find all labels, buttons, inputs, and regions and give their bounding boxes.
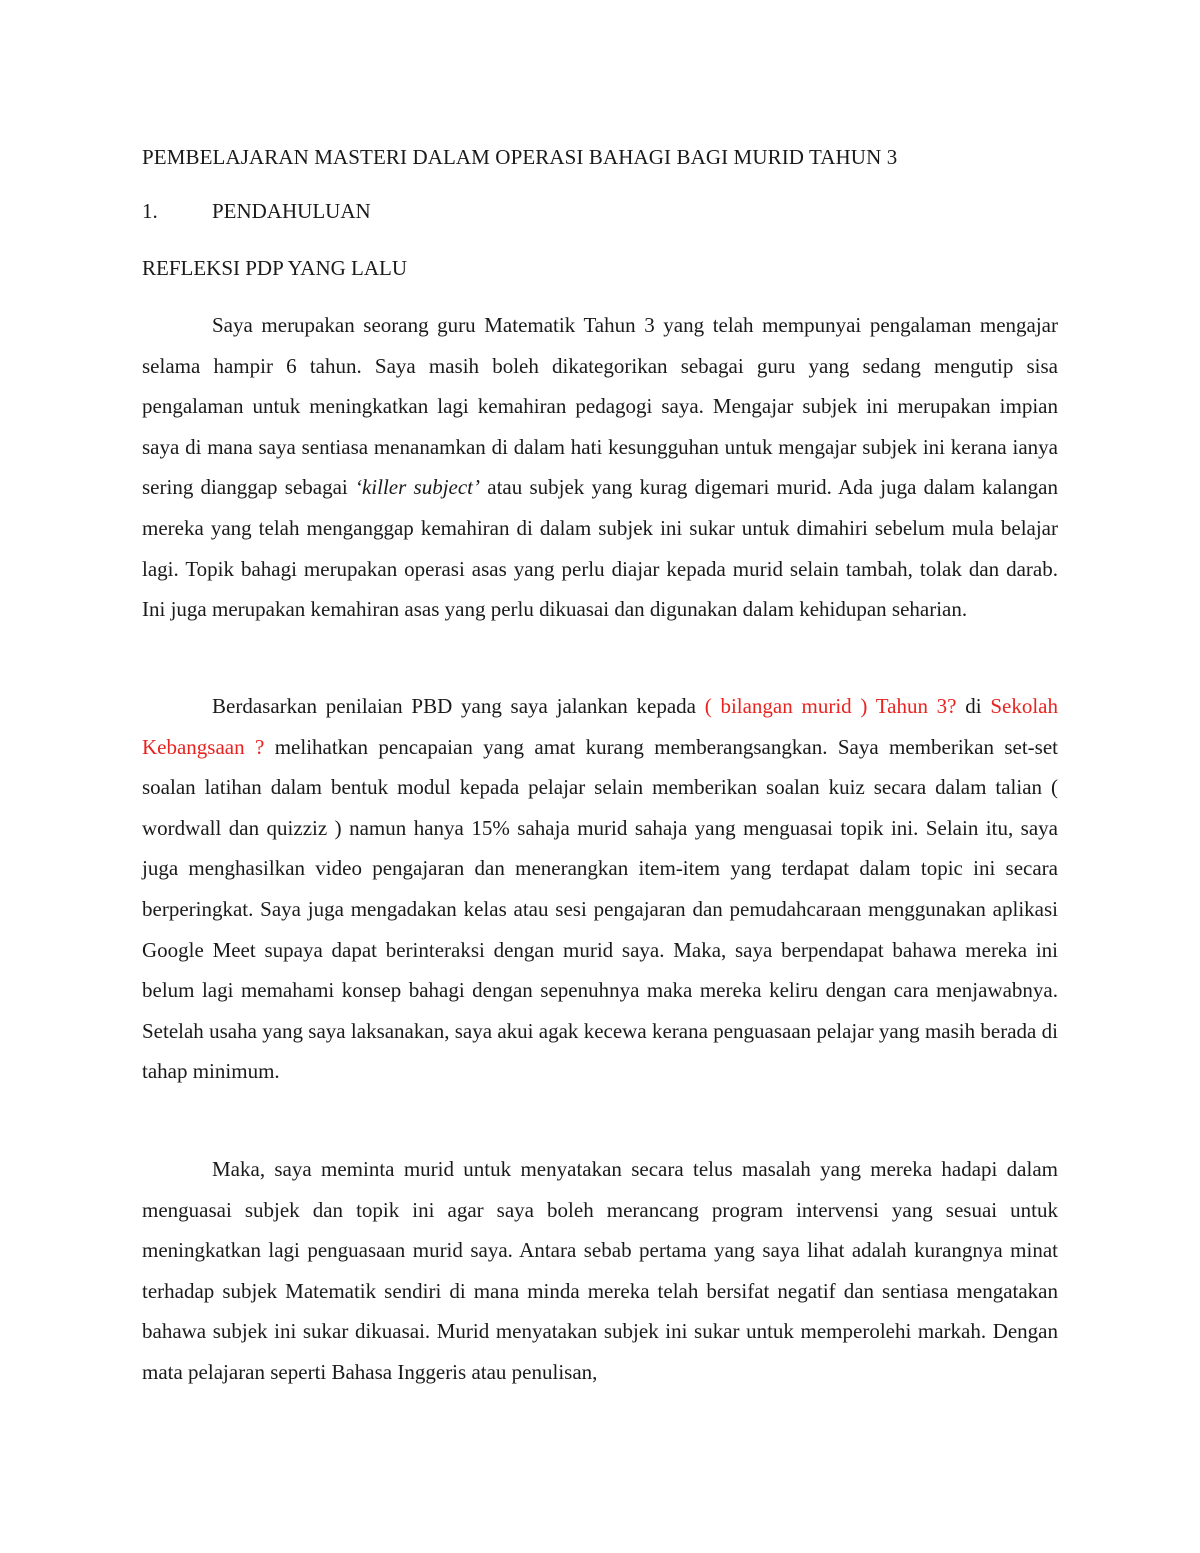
paragraph-1-text-b: atau subjek yang kurag digemari murid. Ada juga dalam kalangan mereka yang telah menganggap kemahiran di dalam subjek ini sukar untuk dimahiri sebelum mula belajar lagi. Topik bahagi merupakan operasi asas yang perlu diajar kepada murid selain tambah, tolak dan darab. Ini juga merupakan kemahiran asas yang perlu dikuasai dan digunakan dalam kehidupan seharian.: [142, 475, 1058, 622]
document-title: PEMBELAJARAN MASTERI DALAM OPERASI BAHAGI BAGI MURID TAHUN 3: [142, 145, 898, 169]
paragraph-3: Maka, saya meminta murid untuk menyatakan secara telus masalah yang mereka hadapi dalam menguasai subjek dan topik ini agar saya boleh merancang program intervensi yang sesuai untuk meningkatkan lagi penguasaan murid saya. Antara sebab pertama yang saya lihat adalah kurangnya minat terhadap subjek Matematik sendiri di mana minda mereka telah bersifat negatif dan sentiasa mengatakan bahawa subjek ini sukar dikuasai. Murid menyatakan subjek ini sukar untuk memperolehi markah. Dengan mata pelajaran seperti Bahasa Inggeris atau penulisan,: [142, 1157, 1058, 1384]
paragraph-1: [142, 305, 1058, 630]
paragraph-1-italic-term: ‘killer subject’: [354, 475, 481, 500]
paragraph-2-text-a: Berdasarkan penilaian PBD yang saya jalankan kepada: [212, 694, 705, 718]
paragraph-2-text-b: di: [956, 694, 991, 718]
paragraph-1-text-a: Saya merupakan seorang guru Matematik Tahun 3 yang telah mempunyai pengalaman mengajar selama hampir 6 tahun. Saya masih boleh dikategorikan sebagai guru yang sedang mengutip sisa pengalaman untuk meningkatkan lagi kemahiran pedagogi saya. Mengajar subjek ini merupakan impian saya di mana saya sentiasa menanamkan di dalam hati kesungguhan untuk mengajar subjek ini kerana ianya sering dianggap sebagai: [142, 313, 1058, 500]
paragraph-2: [142, 686, 1058, 1092]
section-heading: [142, 199, 371, 224]
paragraph-2-placeholder-school-name: Sekolah Kebangsaan ?: [142, 694, 1058, 759]
paragraph-2-placeholder-student-count: ( bilangan murid ) Tahun 3?: [704, 694, 957, 718]
section-number: 1.: [142, 199, 158, 223]
paragraph-2-text-c: melihatkan pencapaian yang amat kurang memberangsangkan. Saya memberikan set-set soalan latihan dalam bentuk modul kepada pelajar selain memberikan soalan kuiz secara dalam talian ( wordwall dan quizziz ) namun hanya 15% sahaja murid sahaja yang menguasai topik ini. Selain itu, saya juga menghasilkan video pengajaran dan menerangkan item-item yang terdapat dalam topic ini secara berperingkat. Saya juga mengadakan kelas atau sesi pengajaran dan pemudahcaraan menggunakan aplikasi Google Meet supaya dapat berinteraksi dengan murid saya. Maka, saya berpendapat bahawa mereka ini belum lagi memahami konsep bahagi dengan sepenuhnya maka mereka keliru dengan cara menjawabnya. Setelah usaha yang saya laksanakan, saya akui agak kecewa kerana penguasaan pelajar yang masih berada di tahap minimum.: [142, 734, 1058, 1084]
subheading: REFLEKSI PDP YANG LALU: [142, 256, 408, 280]
section-title: PENDAHULUAN: [212, 199, 371, 223]
